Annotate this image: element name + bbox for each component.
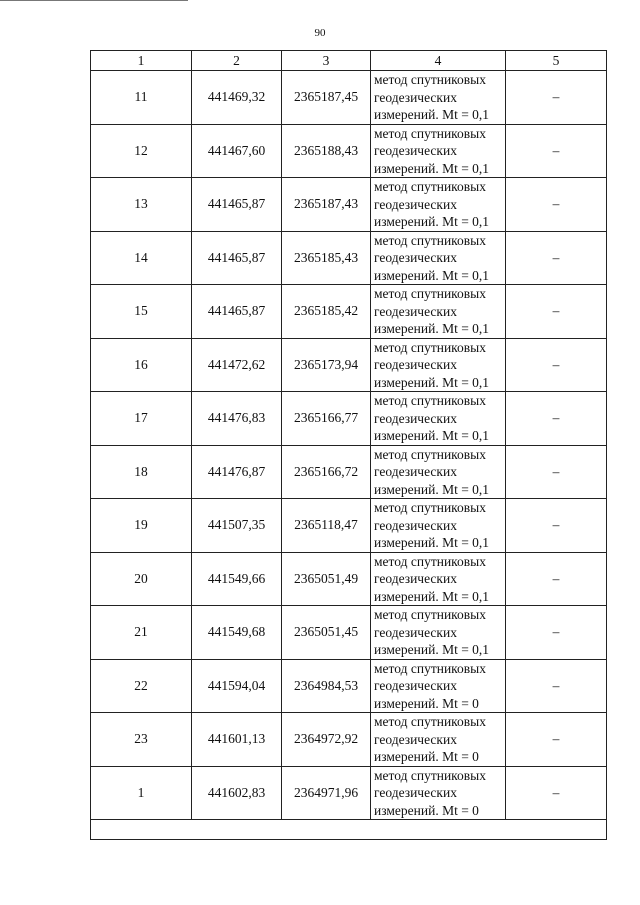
table-row [91, 285, 607, 339]
x-coordinate-cell: 441507,35 [192, 499, 282, 553]
method-cell: метод спутниковых геодезических измерений. Mt = 0,1 [371, 285, 506, 339]
note-cell: – [506, 178, 607, 232]
table-row [91, 713, 607, 767]
x-coordinate-cell: 441472,62 [192, 338, 282, 392]
empty-footer-cell [91, 820, 607, 840]
note-cell: – [506, 659, 607, 713]
note-cell: – [506, 392, 607, 446]
note-cell: – [506, 231, 607, 285]
note-cell: – [506, 124, 607, 178]
point-number-cell: 15 [91, 285, 192, 339]
note-cell: – [506, 606, 607, 660]
method-cell: метод спутниковых геодезических измерений. Mt = 0 [371, 766, 506, 820]
column-header: 3 [282, 51, 371, 71]
point-number-cell: 13 [91, 178, 192, 232]
method-cell: метод спутниковых геодезических измерений. Mt = 0,1 [371, 445, 506, 499]
table-header-row [91, 51, 607, 71]
note-cell: – [506, 338, 607, 392]
method-cell: метод спутниковых геодезических измерений. Mt = 0,1 [371, 392, 506, 446]
table-row [91, 71, 607, 125]
x-coordinate-cell: 441549,68 [192, 606, 282, 660]
x-coordinate-cell: 441469,32 [192, 71, 282, 125]
table-row [91, 766, 607, 820]
x-coordinate-cell: 441476,83 [192, 392, 282, 446]
coordinates-table [90, 50, 607, 840]
table-row [91, 445, 607, 499]
page-number: 90 [314, 27, 326, 39]
method-cell: метод спутниковых геодезических измерений. Mt = 0,1 [371, 338, 506, 392]
column-header: 1 [91, 51, 192, 71]
y-coordinate-cell: 2364972,92 [282, 713, 371, 767]
y-coordinate-cell: 2365173,94 [282, 338, 371, 392]
x-coordinate-cell: 441602,83 [192, 766, 282, 820]
method-cell: метод спутниковых геодезических измерений. Mt = 0,1 [371, 231, 506, 285]
method-cell: метод спутниковых геодезических измерений. Mt = 0,1 [371, 606, 506, 660]
point-number-cell: 12 [91, 124, 192, 178]
x-coordinate-cell: 441549,66 [192, 552, 282, 606]
note-cell: – [506, 713, 607, 767]
x-coordinate-cell: 441476,87 [192, 445, 282, 499]
table-row [91, 231, 607, 285]
point-number-cell: 17 [91, 392, 192, 446]
table-row [91, 178, 607, 232]
top-rule [0, 0, 188, 1]
table-row [91, 606, 607, 660]
table-row [91, 338, 607, 392]
method-cell: метод спутниковых геодезических измерений. Mt = 0 [371, 659, 506, 713]
point-number-cell: 18 [91, 445, 192, 499]
column-header: 2 [192, 51, 282, 71]
x-coordinate-cell: 441465,87 [192, 285, 282, 339]
table-row [91, 499, 607, 553]
y-coordinate-cell: 2365166,77 [282, 392, 371, 446]
point-number-cell: 20 [91, 552, 192, 606]
y-coordinate-cell: 2365187,45 [282, 71, 371, 125]
y-coordinate-cell: 2365188,43 [282, 124, 371, 178]
y-coordinate-cell: 2364971,96 [282, 766, 371, 820]
point-number-cell: 21 [91, 606, 192, 660]
method-cell: метод спутниковых геодезических измерений. Mt = 0 [371, 713, 506, 767]
y-coordinate-cell: 2364984,53 [282, 659, 371, 713]
point-number-cell: 16 [91, 338, 192, 392]
table-row [91, 124, 607, 178]
x-coordinate-cell: 441465,87 [192, 231, 282, 285]
y-coordinate-cell: 2365166,72 [282, 445, 371, 499]
y-coordinate-cell: 2365051,49 [282, 552, 371, 606]
table-row [91, 392, 607, 446]
x-coordinate-cell: 441601,13 [192, 713, 282, 767]
note-cell: – [506, 71, 607, 125]
y-coordinate-cell: 2365185,42 [282, 285, 371, 339]
note-cell: – [506, 766, 607, 820]
note-cell: – [506, 499, 607, 553]
x-coordinate-cell: 441465,87 [192, 178, 282, 232]
table-row [91, 552, 607, 606]
y-coordinate-cell: 2365051,45 [282, 606, 371, 660]
y-coordinate-cell: 2365185,43 [282, 231, 371, 285]
point-number-cell: 23 [91, 713, 192, 767]
method-cell: метод спутниковых геодезических измерений. Mt = 0,1 [371, 178, 506, 232]
point-number-cell: 11 [91, 71, 192, 125]
y-coordinate-cell: 2365187,43 [282, 178, 371, 232]
note-cell: – [506, 445, 607, 499]
method-cell: метод спутниковых геодезических измерений. Mt = 0,1 [371, 124, 506, 178]
x-coordinate-cell: 441467,60 [192, 124, 282, 178]
point-number-cell: 14 [91, 231, 192, 285]
table-row [91, 659, 607, 713]
note-cell: – [506, 552, 607, 606]
point-number-cell: 19 [91, 499, 192, 553]
point-number-cell: 22 [91, 659, 192, 713]
x-coordinate-cell: 441594,04 [192, 659, 282, 713]
method-cell: метод спутниковых геодезических измерений. Mt = 0,1 [371, 552, 506, 606]
y-coordinate-cell: 2365118,47 [282, 499, 371, 553]
note-cell: – [506, 285, 607, 339]
column-header: 5 [506, 51, 607, 71]
method-cell: метод спутниковых геодезических измерений. Mt = 0,1 [371, 71, 506, 125]
table-footer-row [91, 820, 607, 840]
method-cell: метод спутниковых геодезических измерений. Mt = 0,1 [371, 499, 506, 553]
column-header: 4 [371, 51, 506, 71]
point-number-cell: 1 [91, 766, 192, 820]
